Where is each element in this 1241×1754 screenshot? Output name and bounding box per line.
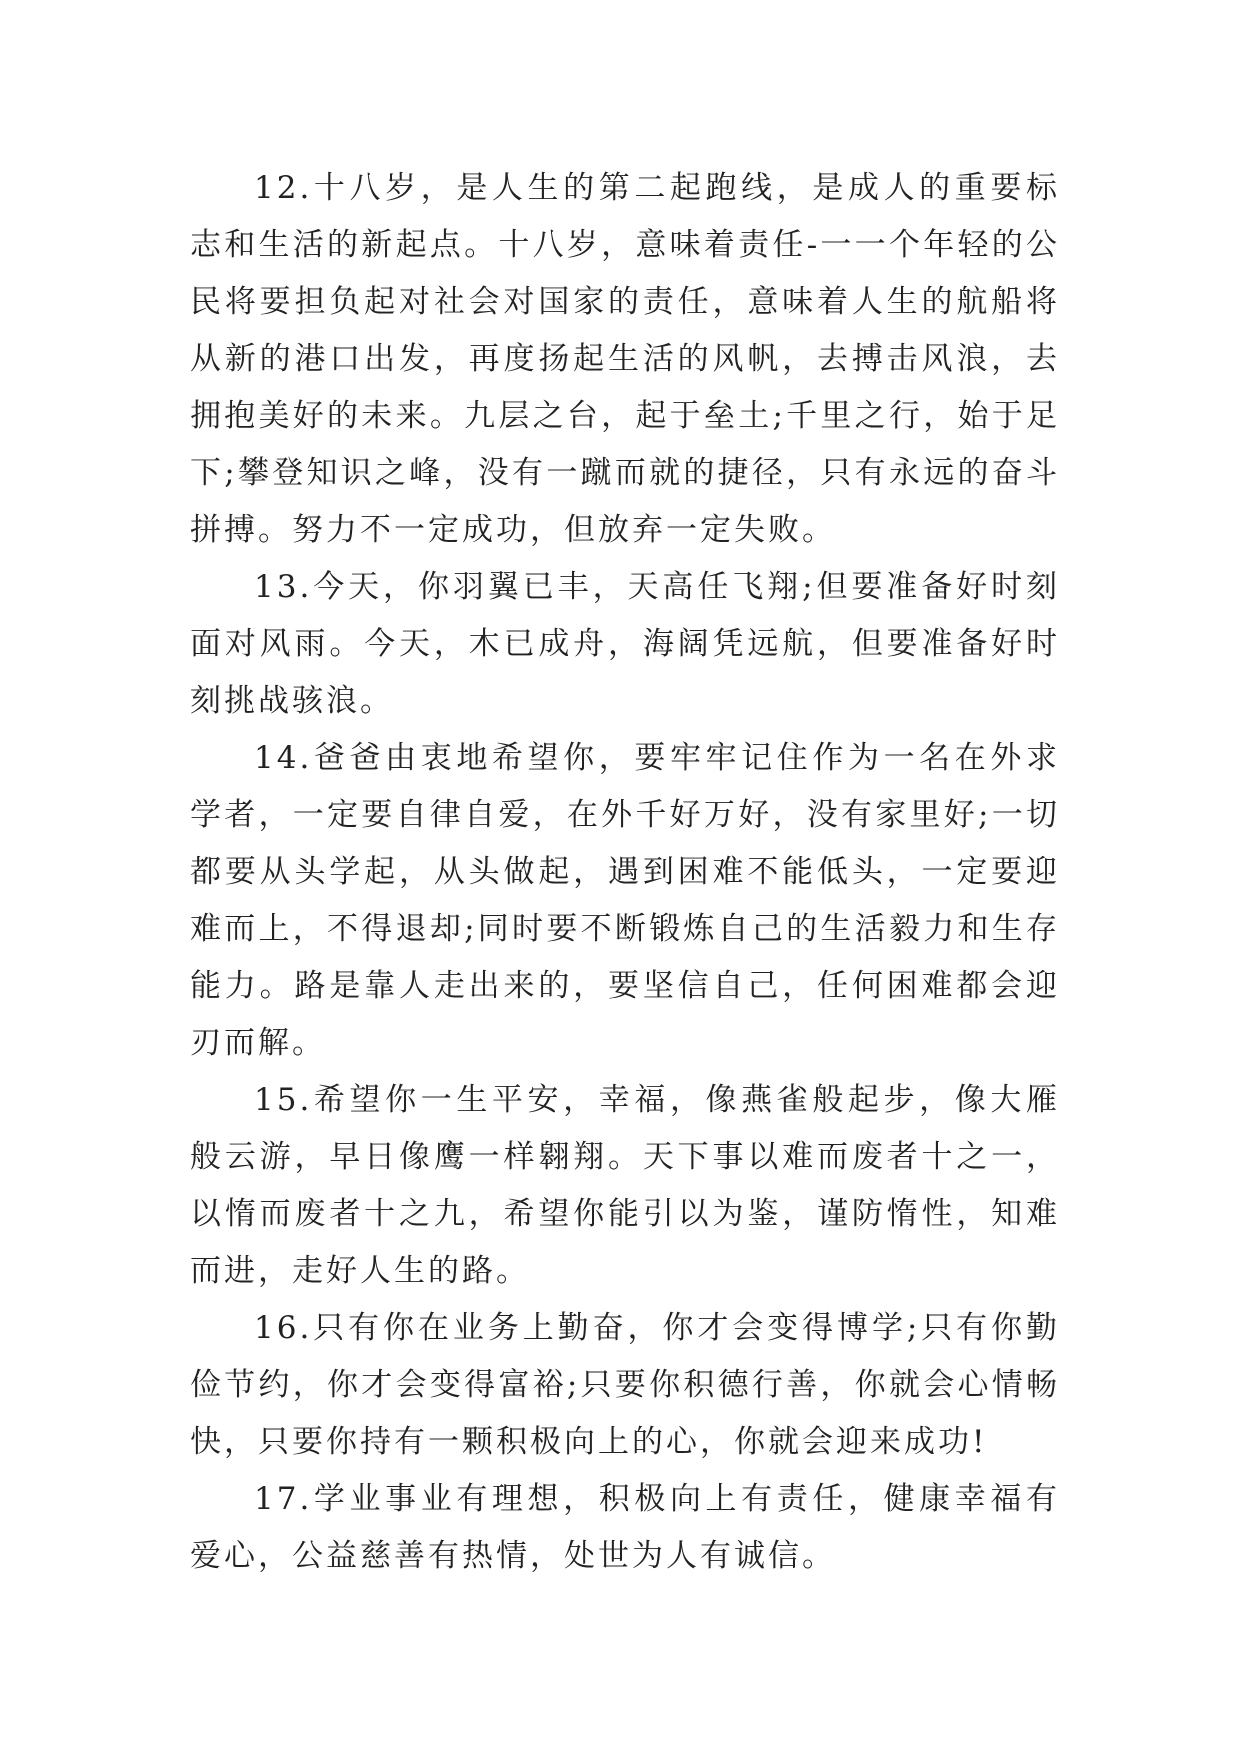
paragraph-12: 12.十八岁，是人生的第二起跑线，是成人的重要标志和生活的新起点。十八岁，意味着责任-一一个年轻的公民将要担负起对社会对国家的责任，意味着人生的航船将从新的港口出发，再度扬起生活的风帆，去搏击风浪，去拥抱美好的未来。九层之台，起于垒土;千里之行，始于足下;攀登知识之峰，没有一蹴而就的捷径，只有永远的奋斗拼搏。努力不一定成功，但放弃一定失败。	[190, 170, 1060, 548]
paragraph-14: 14.爸爸由衷地希望你，要牢牢记住作为一名在外求学者，一定要自律自爱，在外千好万好，没有家里好;一切都要从头学起，从头做起，遇到困难不能低头，一定要迎难而上，不得退却;同时要不断锻炼自己的生活毅力和生存能力。路是靠人走出来的，要坚信自己，任何困难都会迎刃而解。	[190, 740, 1060, 1061]
paragraph-15: 15.希望你一生平安，幸福，像燕雀般起步，像大雁般云游，早日像鹰一样翱翔。天下事以难而废者十之一，以惰而废者十之九，希望你能引以为鉴，谨防惰性，知难而进，走好人生的路。	[190, 1082, 1060, 1289]
paragraph-16: 16.只有你在业务上勤奋，你才会变得博学;只有你勤俭节约，你才会变得富裕;只要你积德行善，你就会心情畅快，只要你持有一颗积极向上的心，你就会迎来成功!	[190, 1310, 1060, 1460]
document-body	[190, 160, 1060, 1585]
paragraph-13: 13.今天，你羽翼已丰，天高任飞翔;但要准备好时刻面对风雨。今天，木已成舟，海阔凭远航，但要准备好时刻挑战骇浪。	[190, 569, 1060, 719]
paragraph-17: 17.学业事业有理想，积极向上有责任，健康幸福有爱心，公益慈善有热情，处世为人有诚信。	[190, 1481, 1060, 1574]
